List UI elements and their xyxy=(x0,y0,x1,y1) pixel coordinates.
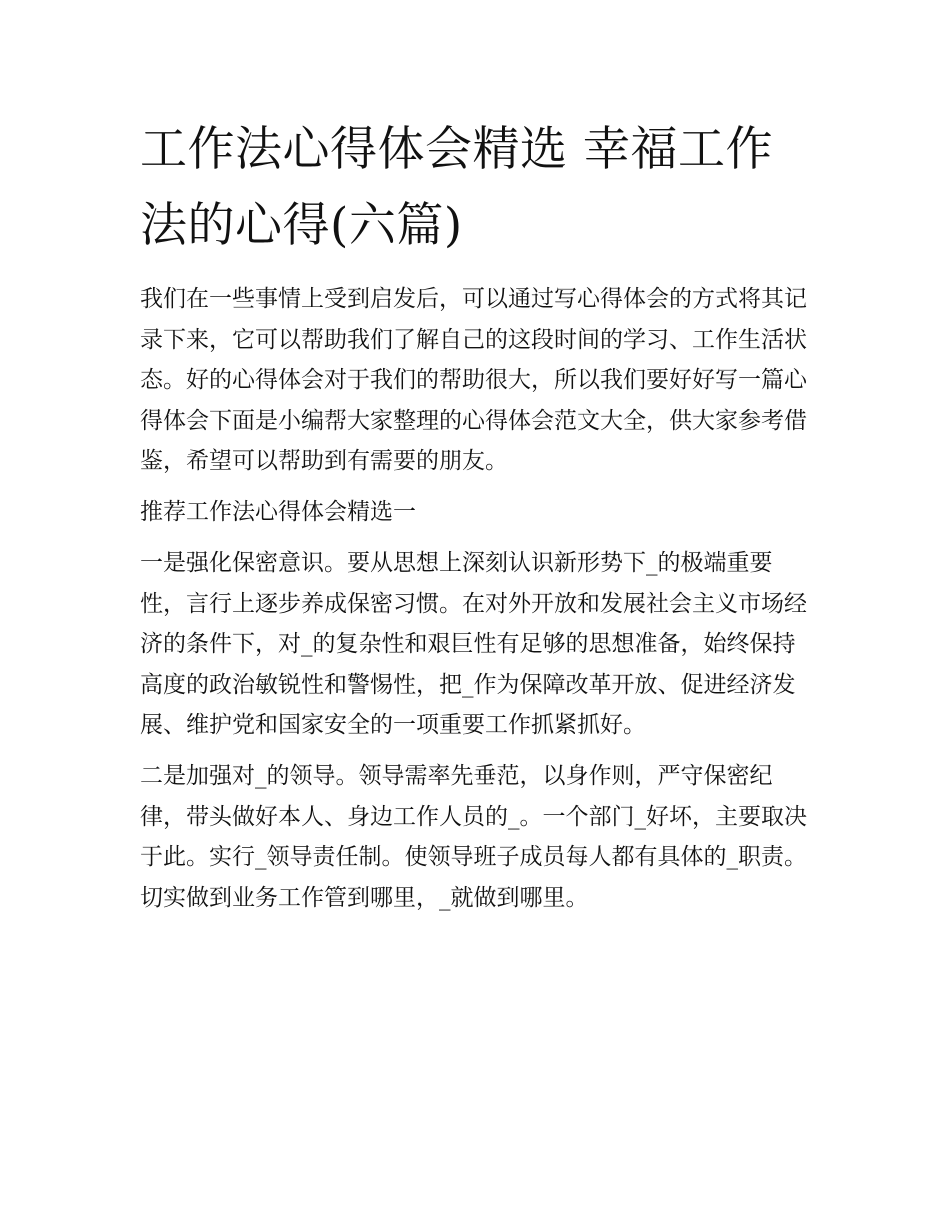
section-heading: 推荐工作法心得体会精选一 xyxy=(140,499,416,525)
body-paragraph-1: 一是强化保密意识。要从思想上深刻认识新形势下_的极端重要性，言行上逐步养成保密习惯。在对外开放和发展社会主义市场经济的条件下，对_的复杂性和艰巨性有足够的思想准备，始终保持高度的政治敏锐性和警惕性，把_作为保障改革开放、促进经济发展、维护党和国家安全的一项重要工作抓紧抓好。 xyxy=(140,550,807,738)
document-page xyxy=(140,112,812,929)
document-body xyxy=(140,279,812,918)
intro-paragraph: 我们在一些事情上受到启发后，可以通过写心得体会的方式将其记录下来，它可以帮助我们了解自己的这段时间的学习、工作生活状态。好的心得体会对于我们的帮助很大，所以我们要好好写一篇心得体会下面是小编帮大家整理的心得体会范文大全，供大家参考借鉴，希望可以帮助到有需要的朋友。 xyxy=(140,286,807,474)
document-title: 工作法心得体会精选 幸福工作法的心得(六篇) xyxy=(140,122,773,253)
body-paragraph-2: 二是加强对_的领导。领导需率先垂范，以身作则，严守保密纪律，带头做好本人、身边工作人员的_。一个部门_好坏，主要取决于此。实行_领导责任制。使领导班子成员每人都有具体的_职责。切实做到业务工作管到哪里，_就做到哪里。 xyxy=(140,763,807,911)
